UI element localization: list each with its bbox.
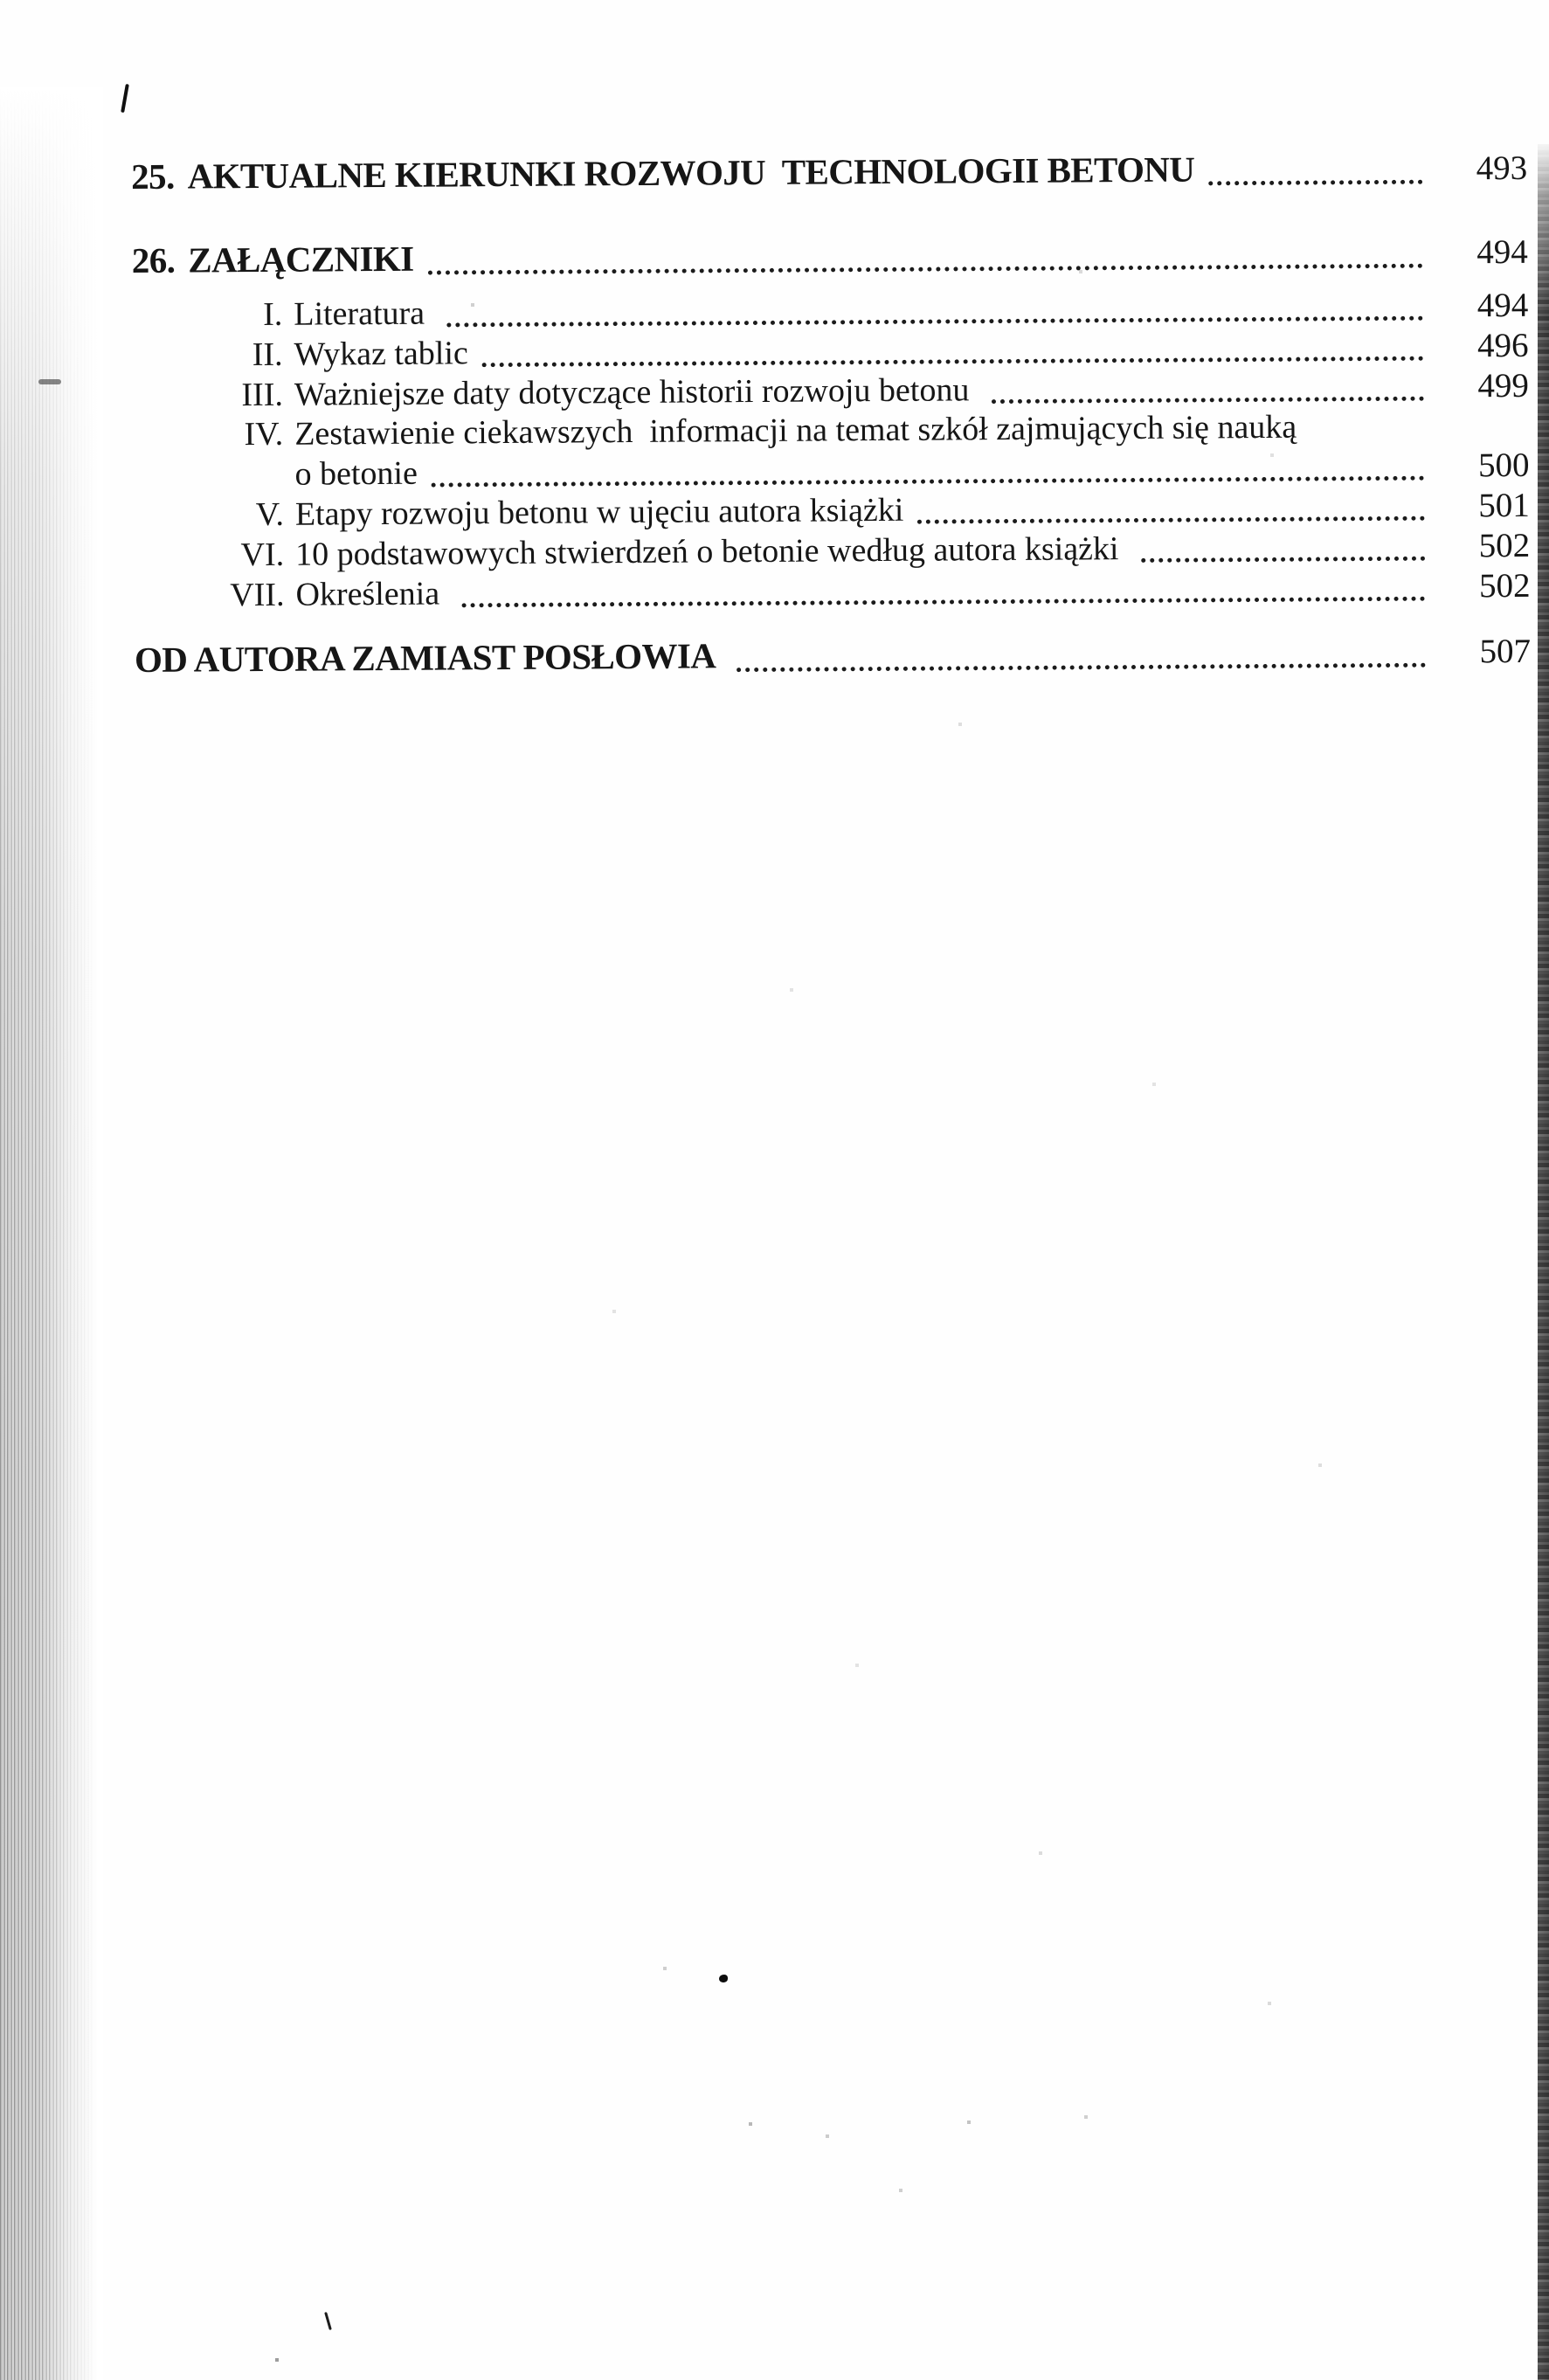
entry-number: II. <box>252 336 283 374</box>
entry-title: Zestawienie ciekawszych informacji na temat szkół zajmujących się nauką <box>294 408 1297 453</box>
binding-shadow-band <box>0 87 103 2380</box>
entry-number: 25. <box>131 156 175 197</box>
dot-leader <box>736 654 1426 673</box>
scan-noise-specks <box>0 0 2 2</box>
page-number: 502 <box>1478 526 1531 565</box>
entry-title: Ważniejsze daty dotyczące historii rozwoju betonu <box>294 371 978 413</box>
entry-title: Etapy rozwoju betonu w ujęciu autora książki <box>294 491 904 533</box>
toc-list <box>131 146 1531 682</box>
dot-leader <box>447 308 1424 328</box>
page-number: 499 <box>1477 366 1530 405</box>
entry-number: III. <box>241 376 284 414</box>
scan-artifact-slash <box>121 84 129 113</box>
entry-number: VI. <box>240 536 285 574</box>
entry-title: Wykaz tablic <box>294 335 468 373</box>
toc-entry <box>135 629 1531 682</box>
dot-leader <box>432 467 1425 488</box>
entry-title: AKTUALNE KIERUNKI ROZWOJU TECHNOLOGII BETONU <box>187 149 1195 197</box>
entry-number: 26. <box>131 239 176 280</box>
dot-leader <box>992 388 1424 404</box>
page-number: 502 <box>1478 566 1531 605</box>
entry-number: V. <box>255 495 285 534</box>
toc-entry-line <box>131 146 1527 199</box>
toc-entry <box>133 406 1530 495</box>
entry-title: ZAŁĄCZNIKI <box>188 238 414 280</box>
page-number: 494 <box>1476 286 1529 325</box>
dot-leader <box>1208 171 1422 186</box>
page-number: 493 <box>1476 149 1528 188</box>
page-number: 496 <box>1476 326 1529 365</box>
page-number: 500 <box>1477 446 1530 485</box>
scan-artifact-backslash <box>324 2312 332 2330</box>
entry-title: Określenia <box>295 575 448 613</box>
scan-artifact-ink-dot <box>719 1975 728 1982</box>
entry-title: Literatura <box>294 294 433 333</box>
dot-leader <box>1141 548 1425 563</box>
entry-number: I. <box>262 295 283 333</box>
entry-title: OD AUTORA ZAMIAST POSŁOWIA <box>134 635 723 680</box>
toc-entry-line <box>132 230 1528 283</box>
entry-number: VII. <box>230 576 285 614</box>
toc-entry <box>131 146 1527 199</box>
entry-title: 10 podstawowych stwierdzeń o betonie według autora książki <box>295 530 1128 573</box>
entry-indent <box>134 485 284 486</box>
toc-entry-line <box>135 629 1531 682</box>
dot-leader <box>428 255 1423 275</box>
scan-artifact-smudge <box>38 379 61 384</box>
page-edge-strip <box>1538 144 1549 2380</box>
entry-number: IV. <box>244 415 284 453</box>
entry-title-continuation: o betonie <box>294 454 418 493</box>
dot-leader <box>917 508 1425 524</box>
toc-entry <box>132 230 1528 283</box>
page-number: 507 <box>1479 632 1532 671</box>
page-number: 501 <box>1478 486 1530 525</box>
page-number: 494 <box>1476 232 1528 272</box>
dot-leader <box>482 348 1424 368</box>
dot-leader <box>462 588 1426 608</box>
